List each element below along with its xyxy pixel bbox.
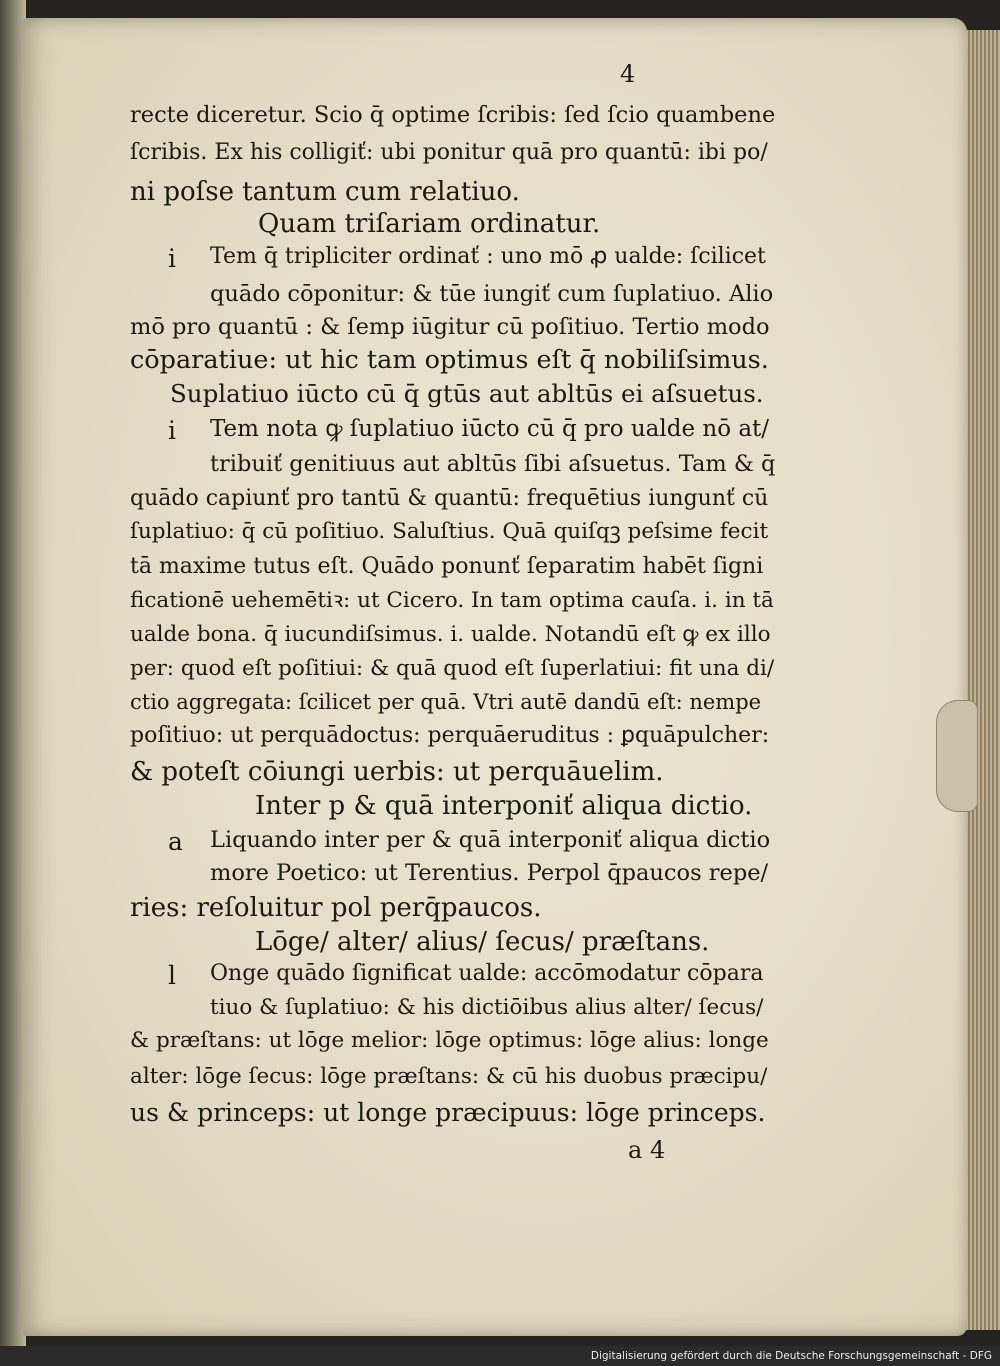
text-line: ſcribis. Ex his colligiť: ubi ponitur quā pro quantū: ibi po/ <box>130 140 768 165</box>
text-line: Tem nota ꝙ ſuplatiuo iūcto cū q̄ pro ualde nō at/ <box>210 416 770 442</box>
text-line: more Poetico: ut Terentius. Perpol q̄paucos repe/ <box>210 860 769 886</box>
text-line: tribuiť genitiuus aut abltūs ſibi aſsuetus. Tam & q̄ <box>210 451 776 477</box>
text-line: cōparatiue: ut hic tam optimus eſt q̄ nobiliſsimus. <box>130 345 769 375</box>
text-line: us & princeps: ut longe præcipuus: lōge princeps. <box>130 1098 766 1127</box>
text-line: poſitiuo: ut perquādoctus: perquāeruditus : ꝑquāpulcher: <box>130 723 770 748</box>
text-line: tā maxime tutus eſt. Quādo ponunť ſeparatim habēt ſigni <box>130 554 764 579</box>
text-line: & præſtans: ut lōge melior: lōge optimus: lōge alius: longe <box>130 1028 769 1053</box>
text-line: mō pro quantū : & ſemp iūgitur cū poſitiuo. Tertio modo <box>130 314 770 340</box>
text-line: Onge quādo ſignificat ualde: accōmodatur cōpara <box>210 961 764 986</box>
text-line: ni poſse tantum cum relatiuo. <box>130 177 520 207</box>
text-line: recte diceretur. Scio q̄ optime ſcribis: ſed ſcio quambene <box>130 102 776 128</box>
text-line: ſuplatiuo: q̄ cū poſitiuo. Saluſtius. Quā quiſqꝫ peſsime fecit <box>130 519 769 544</box>
section-heading: Lōge/ alter/ alius/ ſecus/ præſtans. <box>255 927 710 957</box>
section-heading: Inter p & quā interponiť aliqua dictio. <box>255 791 753 821</box>
section-heading: Quam triſariam ordinatur. <box>258 209 601 239</box>
signature-mark: a 4 <box>628 1136 666 1164</box>
text-line: quādo capiunť pro tantū & quantū: frequētius iungunť cū <box>130 486 769 511</box>
text-line: tiuo & ſuplatiuo: & his dictiōibus alius alter/ ſecus/ <box>210 995 764 1020</box>
page-tab <box>936 700 978 812</box>
initial-marker: i <box>168 244 176 273</box>
text-line: ualde bona. q̄ iucundiſsimus. i. ualde. Notandū eſt ꝙ ex illo <box>130 622 771 647</box>
text-line: quādo cōponitur: & tūe iungiť cum ſuplatiuo. Alio <box>210 281 774 307</box>
text-line: per: quod eſt poſitiui: & quā quod eſt ſuperlatiui: fit una di/ <box>130 656 775 681</box>
initial-marker: a <box>168 827 183 856</box>
text-line: alter: lōge ſecus: lōge præſtans: & cū his duobus præcipu/ <box>130 1064 768 1089</box>
text-line: ries: reſoluitur pol perq̄paucos. <box>130 893 542 923</box>
initial-marker: l <box>168 961 176 990</box>
text-line: & poteſt cōiungi uerbis: ut perquāuelim. <box>130 757 664 787</box>
text-line: ficationē uehemētiꝛ: ut Cicero. In tam optima cauſa. i. in tā <box>130 588 774 613</box>
dfg-footer: Digitalisierung gefördert durch die Deutsche Forschungsgemeinschaft - DFG <box>0 1346 1000 1366</box>
folio-number: 4 <box>620 60 636 88</box>
text-line: Liquando inter per & quā interponiť aliqua dictio <box>210 827 771 853</box>
initial-marker: i <box>168 416 176 445</box>
text-line: Tem q̄ tripliciter ordinať : uno mō ꝓ ualde: ſcilicet <box>210 244 766 269</box>
section-heading: Suplatiuo iūcto cū q̄ gtūs aut abltūs ei aſsuetus. <box>170 379 764 408</box>
text-line: ctio aggregata: ſcilicet per quā. Vtri autē dandū eſt: nempe <box>130 690 762 714</box>
